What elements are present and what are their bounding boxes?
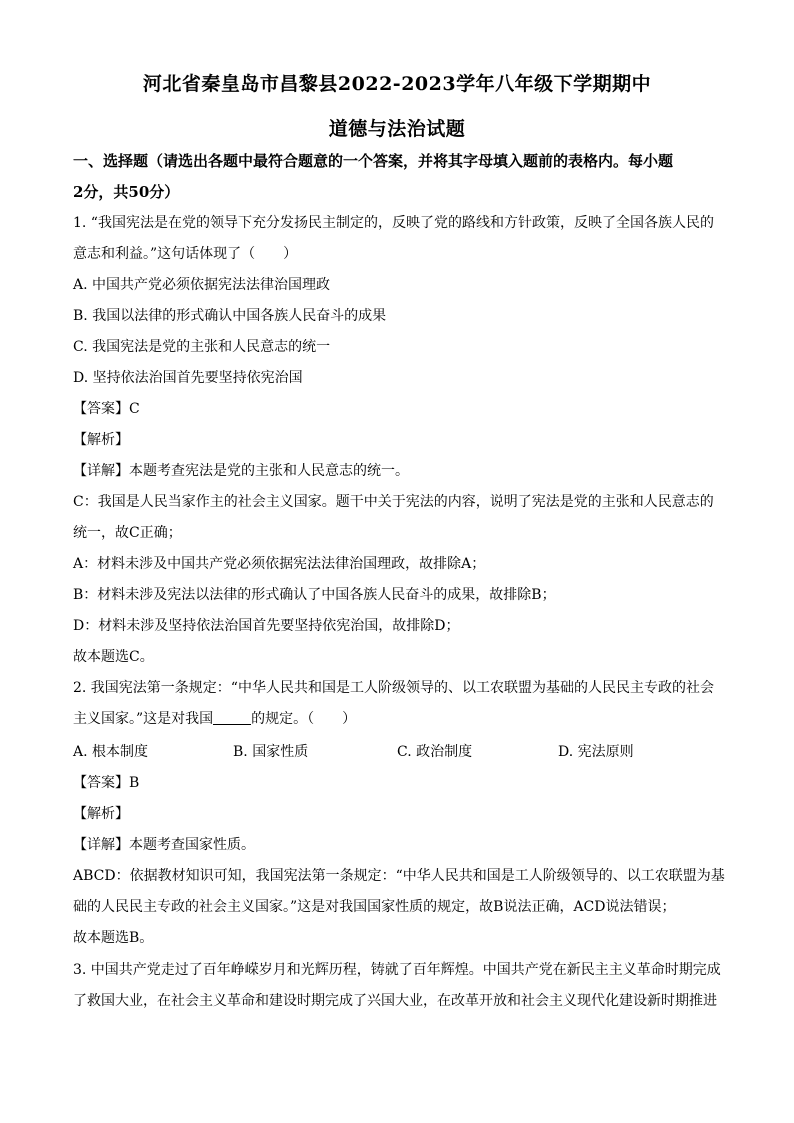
exam-title: 河北省秦皇岛市昌黎县2022-2023学年八年级下学期期中 [142,73,652,95]
q2-answer: 【答案】B [73,775,140,791]
q2-analysis-label: 【解析】 [73,806,129,822]
q2-option-a: A. 根本制度 [73,744,149,760]
q1-option-b: B. 我国以法律的形式确认中国各族人民奋斗的成果 [73,308,387,324]
q2-explain-2: 础的人民民主专政的社会主义国家。”这是对我国国家性质的规定，故B说法正确，ACD说法错误； [73,899,676,915]
section-heading: 一、选择题（请选出各题中最符合题意的一个答案，并将其字母填入题前的表格内。每小题 [73,152,674,170]
q3-stem-line2: 了救国大业，在社会主义革命和建设时期完成了兴国大业，在改革开放和社会主义现代化建设新时期推进 [73,993,717,1009]
q1-stem-line1: 1. “我国宪法是在党的领导下充分发扬民主制定的，反映了党的路线和方针政策，反映了全国各族人民的 [73,215,714,231]
q2-stem-line2 [73,709,356,729]
q1-explain-1: C：我国是人民当家作主的社会主义国家。题干中关于宪法的内容，说明了宪法是党的主张和人民意志的 [73,494,714,510]
q1-option-d: D. 坚持依法治国首先要坚持依宪治国 [73,370,303,386]
q1-analysis-label: 【解析】 [73,432,129,448]
q2-explain-3: 故本题选B。 [73,930,154,946]
q2-option-d: D. 宪法原则 [558,744,634,760]
q2-stem-part2: 的规定。（ ） [251,711,357,727]
q1-option-a: A. 中国共产党必须依据宪法法律治国理政 [73,277,331,293]
q1-stem-line2: 意志和利益。”这句话体现了（ ） [73,246,298,262]
q2-stem-line1: 2. 我国宪法第一条规定：“中华人民共和国是工人阶级领导的、以工农联盟为基础的人民民主专政的社会 [73,680,714,696]
q2-detail: 【详解】本题考查国家性质。 [73,837,255,853]
q1-option-c: C. 我国宪法是党的主张和人民意志的统一 [73,339,331,355]
q2-explain-1: ABCD：依据教材知识可知，我国宪法第一条规定：“中华人民共和国是工人阶级领导的、以工农联盟为基 [73,868,725,884]
q2-fill-blank [213,710,251,725]
q3-stem-line1: 3. 中国共产党走过了百年峥嵘岁月和光辉历程，铸就了百年辉煌。中国共产党在新民主主义革命时期完成 [73,962,721,978]
q1-explain-4: B：材料未涉及宪法以法律的形式确认了中国各族人民奋斗的成果，故排除B； [73,587,556,603]
exam-subtitle: 道德与法治试题 [328,118,466,140]
q1-explain-3: A：材料未涉及中国共产党必须依据宪法法律治国理政，故排除A； [73,556,486,572]
q2-stem-part1: 主义国家。”这是对我国 [73,711,214,727]
q1-answer: 【答案】C [73,401,140,417]
q1-explain-6: 故本题选C。 [73,649,154,665]
section-heading-cont: 2分，共50分） [73,183,180,201]
q1-detail: 【详解】本题考查宪法是党的主张和人民意志的统一。 [73,463,409,479]
q1-explain-2: 统一，故C正确； [73,525,182,541]
q2-option-b: B. 国家性质 [233,744,309,760]
q1-explain-5: D：材料未涉及坚持依法治国首先要坚持依宪治国，故排除D； [73,618,460,634]
q2-option-c: C. 政治制度 [397,744,473,760]
